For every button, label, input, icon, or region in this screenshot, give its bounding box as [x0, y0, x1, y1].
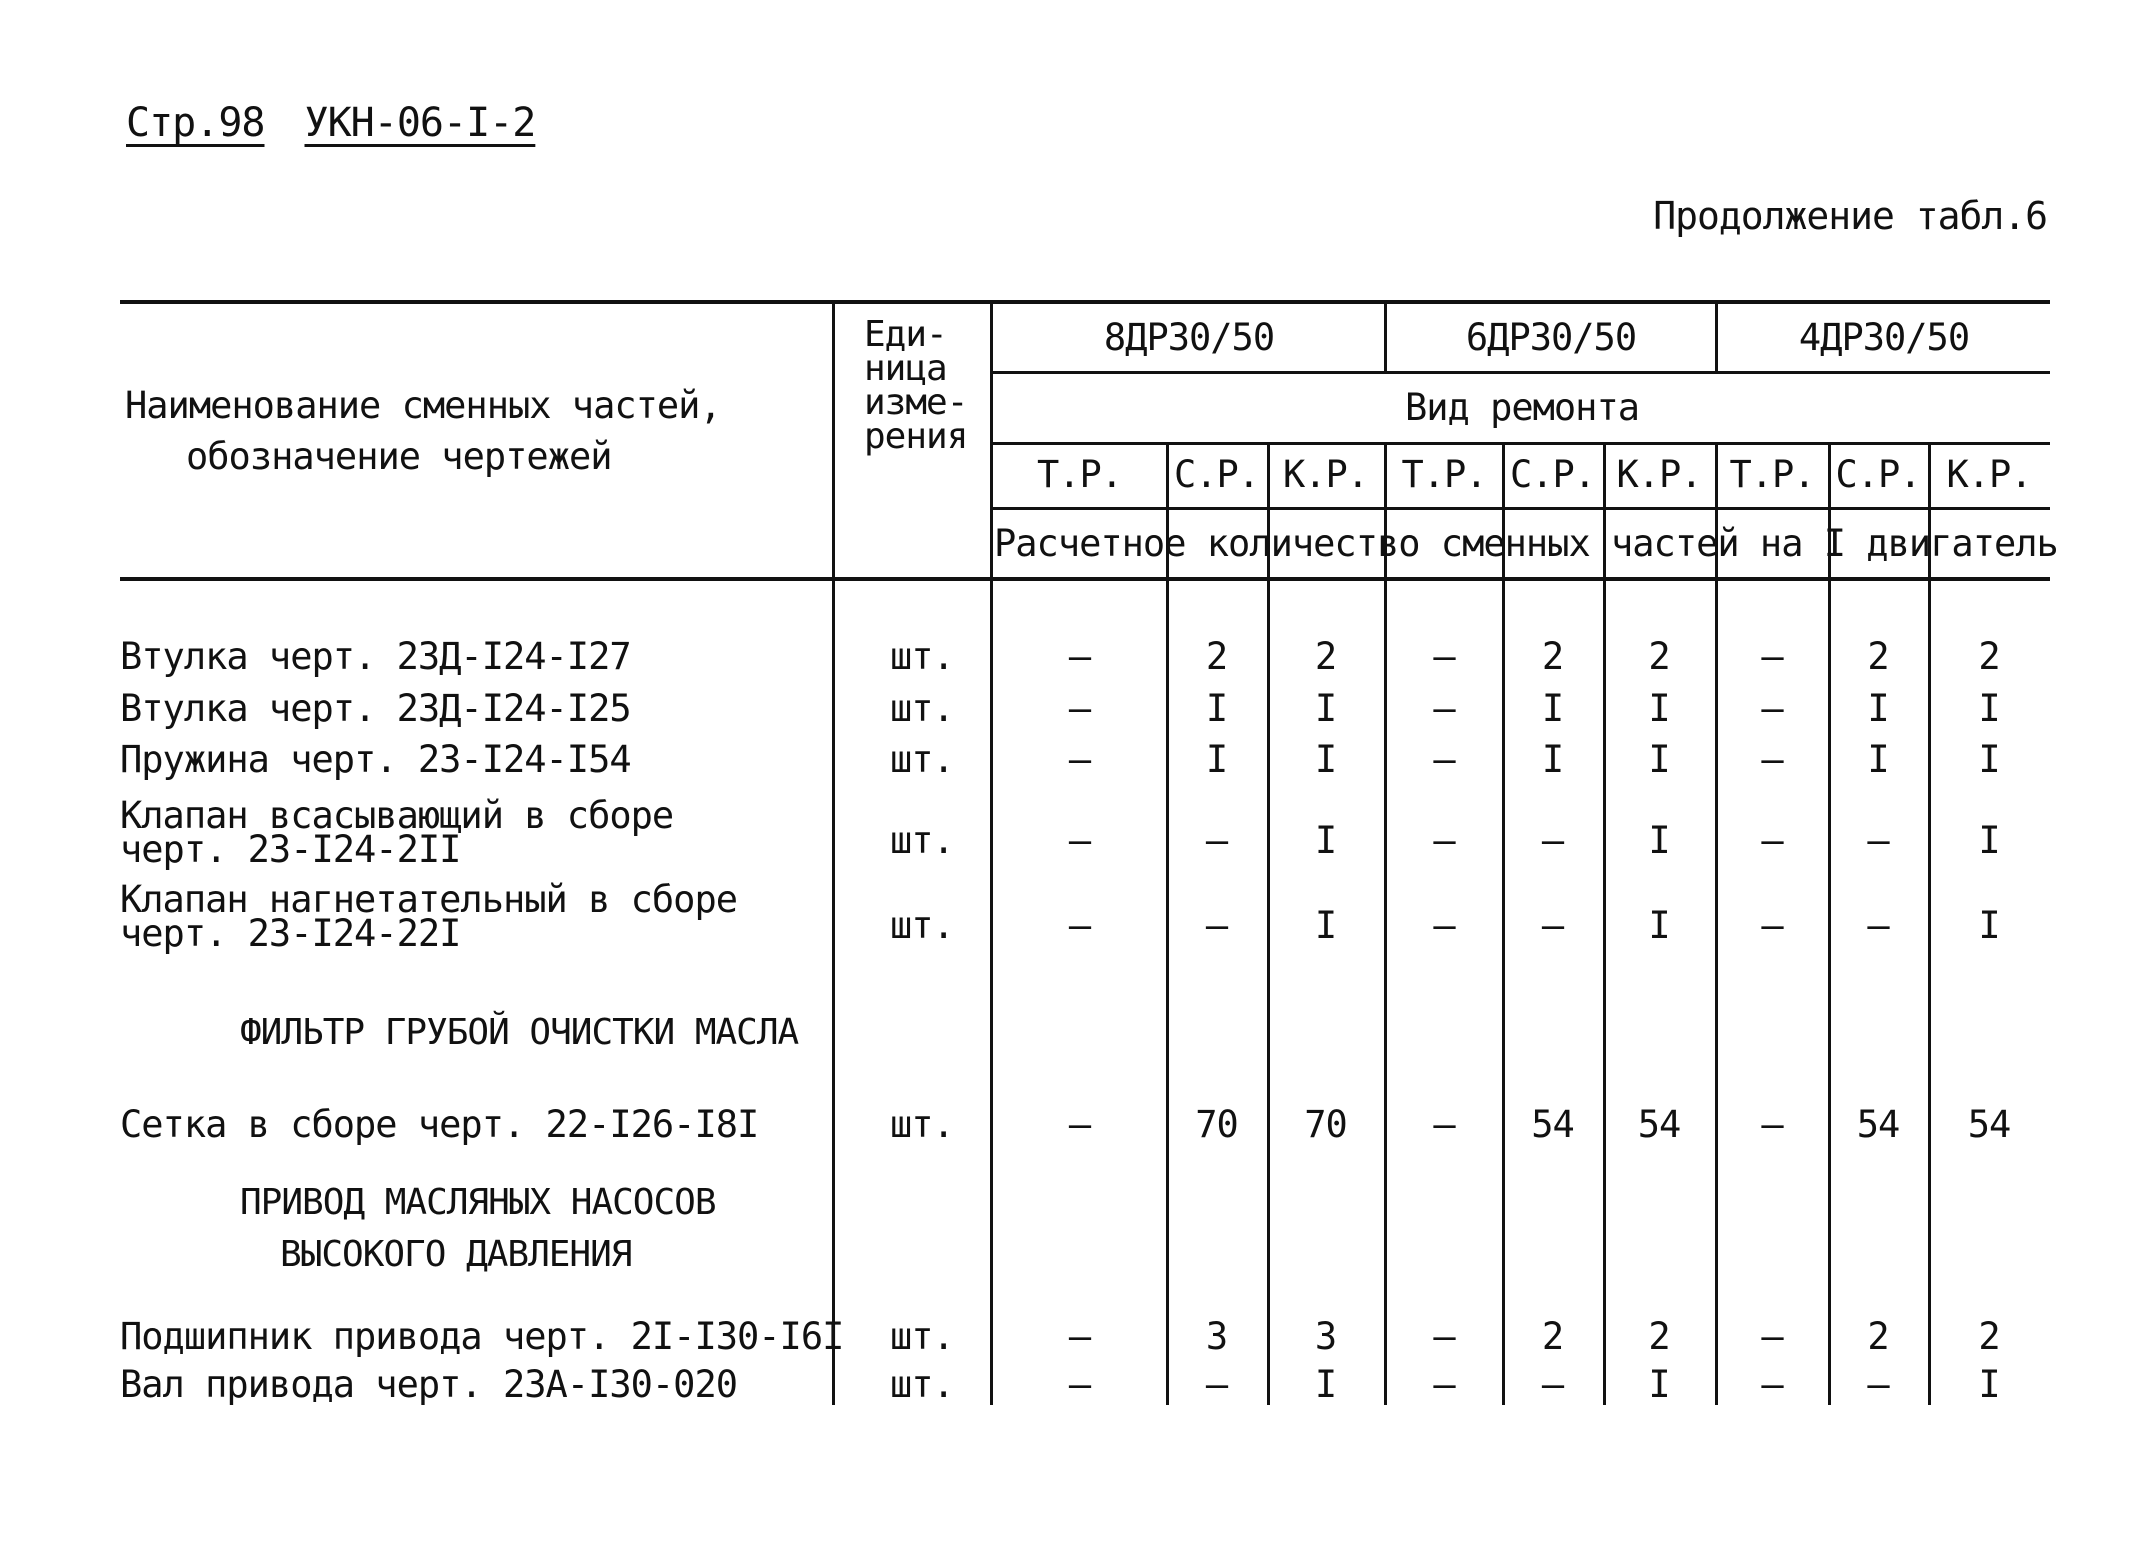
quantity-cell: I	[1867, 738, 1889, 781]
repair-type-cell: К.Р.	[1282, 453, 1369, 496]
type-header-rule	[991, 507, 2050, 510]
quantity-cell: I	[1314, 1363, 1337, 1406]
quantity-cell: I	[1978, 738, 2000, 781]
unit-cell: шт.	[890, 1315, 954, 1358]
quantity-cell: –	[1761, 687, 1783, 730]
quantity-cell: –	[1068, 687, 1091, 730]
quantity-cell: 70	[1195, 1103, 1238, 1146]
quantity-cell: I	[1205, 687, 1228, 730]
quantity-cell: I	[1867, 687, 1889, 730]
part-name: Клапан всасывающий в сборе	[120, 794, 674, 837]
quantity-cell: –	[1205, 904, 1228, 947]
part-name: Втулка черт. 23Д-I24-I27	[120, 635, 631, 678]
quantity-cell: –	[1541, 1363, 1564, 1406]
quantity-cell: 3	[1205, 1315, 1228, 1358]
repair-type-cell: Т.Р.	[1729, 453, 1815, 496]
unit-header-line-2: ница	[864, 348, 947, 389]
quantity-cell: 54	[1637, 1103, 1681, 1146]
unit-header-line-1: Еди-	[864, 314, 947, 355]
repair-type-cell: Т.Р.	[1401, 453, 1487, 496]
repair-type-cell: Т.Р.	[1036, 453, 1123, 496]
quantity-cell: –	[1068, 1315, 1091, 1358]
quantity-cell: –	[1068, 1103, 1091, 1146]
quantity-cell: I	[1978, 819, 2000, 862]
name-column-divider	[832, 300, 835, 1405]
quantity-cell: I	[1205, 738, 1228, 781]
quantity-cell: –	[1205, 819, 1228, 862]
name-header-line-2: обозначение чертежей	[186, 435, 612, 478]
quantity-cell: 70	[1304, 1103, 1347, 1146]
quantity-cell: –	[1761, 904, 1783, 947]
quantity-cell: –	[1433, 738, 1455, 781]
quantity-cell: –	[1761, 738, 1783, 781]
unit-cell: шт.	[890, 1363, 954, 1406]
parts-table	[120, 300, 2058, 1410]
header-bottom-rule	[120, 577, 2050, 581]
repair-type-cell: К.Р.	[1616, 453, 1702, 496]
section-heading: ВЫСОКОГО ДАВЛЕНИЯ	[280, 1234, 632, 1275]
quantity-cell: –	[1433, 687, 1455, 730]
unit-cell: шт.	[890, 738, 954, 781]
name-header-line-1: Наименование сменных частей,	[125, 384, 721, 427]
part-name: Подшипник привода черт. 2I-I30-I6I	[120, 1315, 844, 1358]
quantity-cell: –	[1761, 1363, 1783, 1406]
quantity-cell: I	[1648, 687, 1670, 730]
repair-header-rule	[991, 442, 2050, 445]
quantity-cell: I	[1648, 1363, 1670, 1406]
quantity-cell: –	[1433, 904, 1455, 947]
engine-header-6: 6ДР30/50	[1465, 316, 1637, 359]
quantity-cell: I	[1978, 1363, 2000, 1406]
quantity-cell: –	[1068, 635, 1091, 678]
quantity-cell: 2	[1541, 1315, 1564, 1358]
quantity-cell: –	[1867, 904, 1889, 947]
quantity-cell: –	[1761, 1103, 1783, 1146]
quantity-cell: –	[1867, 1363, 1889, 1406]
quantity-cell: I	[1978, 687, 2000, 730]
unit-cell: шт.	[890, 1103, 954, 1146]
quantity-cell: 2	[1648, 1315, 1670, 1358]
quantity-cell: –	[1433, 635, 1455, 678]
quantity-cell: I	[1314, 687, 1337, 730]
repair-type-cell: С.Р.	[1509, 453, 1596, 496]
quantity-cell: 2	[1541, 635, 1564, 678]
repair-type-cell: С.Р.	[1835, 453, 1921, 496]
part-name: Клапан нагнетательный в сборе	[120, 878, 738, 921]
unit-header-line-3: изме-	[864, 382, 968, 423]
page-number: Стр.98	[126, 100, 265, 146]
quantity-cell: 2	[1978, 635, 2000, 678]
quantity-cell: 2	[1867, 1315, 1889, 1358]
part-name: Сетка в сборе черт. 22-I26-I8I	[120, 1103, 759, 1146]
quantity-cell: –	[1068, 904, 1091, 947]
quantity-cell: 2	[1867, 635, 1889, 678]
quantity-cell: 3	[1314, 1315, 1337, 1358]
unit-header-line-4: рения	[864, 416, 968, 457]
unit-cell: шт.	[890, 904, 954, 947]
section-heading: ФИЛЬТР ГРУБОЙ ОЧИСТКИ МАСЛА	[240, 1012, 799, 1053]
quantity-cell: –	[1433, 1103, 1455, 1146]
part-name: черт. 23-I24-22I	[120, 912, 461, 955]
quantity-cell: I	[1978, 904, 2000, 947]
section-heading: ПРИВОД МАСЛЯНЫХ НАСОСОВ	[240, 1182, 716, 1223]
quantity-cell: 2	[1978, 1315, 2000, 1358]
repair-type-header: Вид ремонта	[1404, 386, 1640, 429]
quantity-cell: 2	[1648, 635, 1670, 678]
quantity-cell: I	[1314, 819, 1337, 862]
quantity-cell: I	[1314, 738, 1337, 781]
quantity-cell: I	[1648, 819, 1670, 862]
table-top-rule	[120, 300, 2050, 304]
quantity-cell: –	[1068, 819, 1091, 862]
quantity-cell: I	[1541, 687, 1564, 730]
quantity-cell: 2	[1205, 635, 1228, 678]
quantity-cell: 54	[1967, 1103, 2011, 1146]
part-name: черт. 23-I24-2II	[120, 828, 461, 871]
quantity-cell: –	[1761, 1315, 1783, 1358]
unit-cell: шт.	[890, 687, 954, 730]
table-continuation-label: Продолжение табл.6	[1653, 194, 2047, 238]
quantity-cell: –	[1433, 1363, 1455, 1406]
quantity-cell: I	[1541, 738, 1564, 781]
quantity-cell: I	[1648, 904, 1670, 947]
quantity-header: Расчетное количество сменных частей на I двигатель	[994, 522, 2058, 565]
quantity-cell: 54	[1856, 1103, 1900, 1146]
document-code: УКН-06-I-2	[304, 100, 536, 146]
quantity-cell: –	[1761, 635, 1783, 678]
quantity-cell: 54	[1531, 1103, 1574, 1146]
part-name: Втулка черт. 23Д-I24-I25	[120, 687, 631, 730]
quantity-cell: –	[1068, 1363, 1091, 1406]
quantity-cell: –	[1433, 819, 1455, 862]
engine-header-8: 8ДР30/50	[1103, 316, 1275, 359]
quantity-cell: –	[1867, 819, 1889, 862]
part-name: Пружина черт. 23-I24-I54	[120, 738, 631, 781]
part-name: Вал привода черт. 23А-I30-020	[120, 1363, 738, 1406]
engine-header-rule	[991, 371, 2050, 374]
quantity-cell: –	[1433, 1315, 1455, 1358]
page-reference	[126, 100, 535, 146]
repair-type-cell: К.Р.	[1946, 453, 2032, 496]
quantity-cell: –	[1541, 904, 1564, 947]
unit-cell: шт.	[890, 635, 954, 678]
quantity-cell: –	[1068, 738, 1091, 781]
quantity-cell: I	[1648, 738, 1670, 781]
quantity-cell: I	[1314, 904, 1337, 947]
unit-cell: шт.	[890, 819, 954, 862]
engine-header-4: 4ДР30/50	[1798, 316, 1970, 359]
repair-type-cell: С.Р.	[1173, 453, 1260, 496]
quantity-cell: –	[1761, 819, 1783, 862]
quantity-cell: 2	[1314, 635, 1337, 678]
quantity-cell: –	[1541, 819, 1564, 862]
quantity-cell: –	[1205, 1363, 1228, 1406]
